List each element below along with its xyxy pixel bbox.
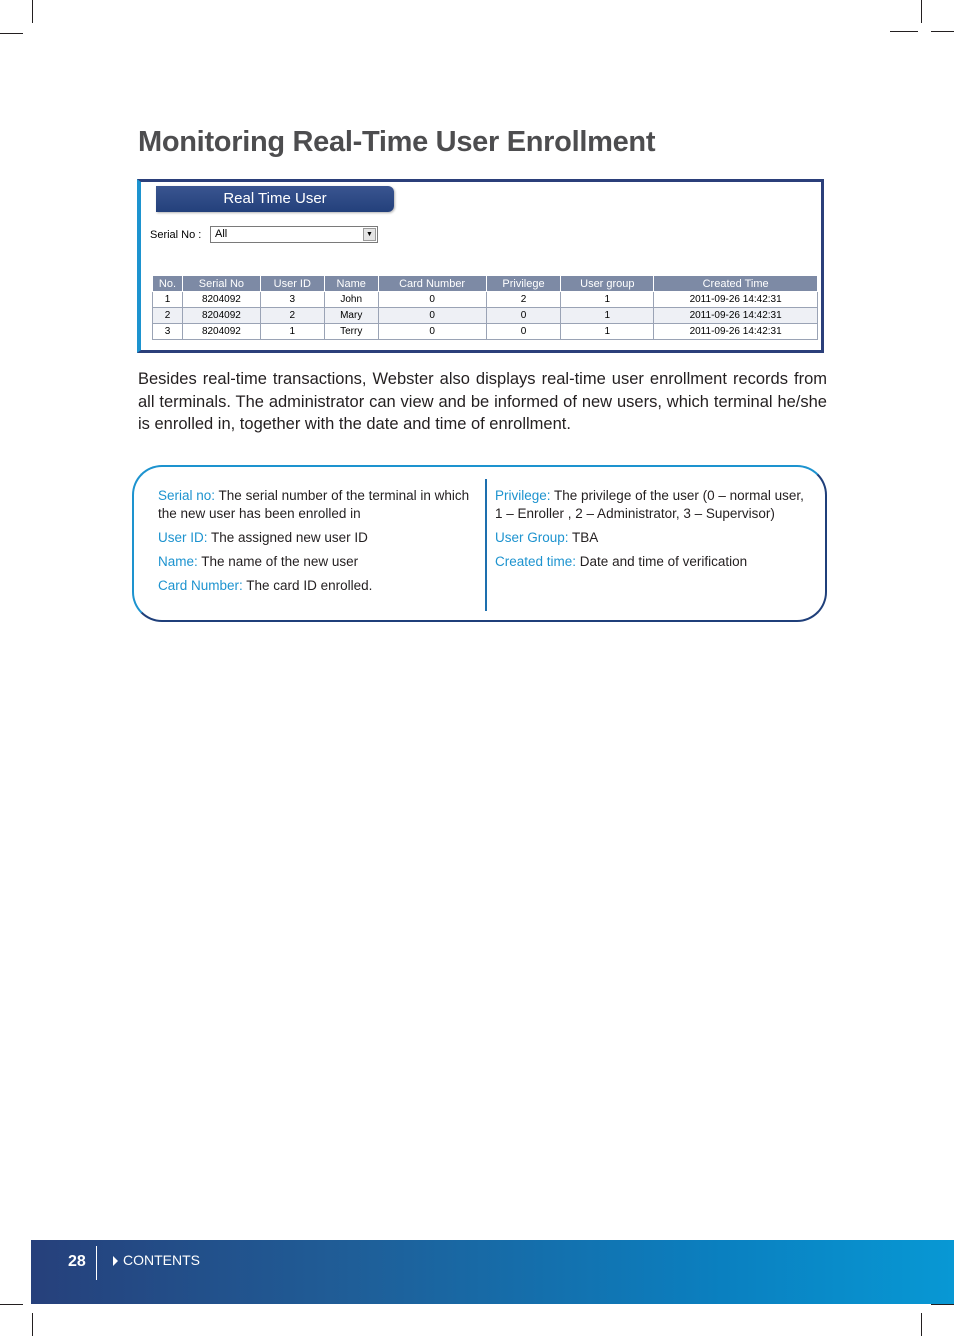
legend-item — [158, 487, 473, 523]
table-row[interactable] — [153, 292, 818, 308]
table-cell: 2011-09-26 14:42:31 — [654, 308, 818, 324]
description-paragraph: Besides real-time transactions, Webster also displays real-time user enrollment records from all terminals. The administrator can view and be informed of new users, which terminal he/she is enrolled in, together with the date and time of enrollment. — [138, 370, 827, 433]
table-cell: 0 — [378, 292, 486, 308]
legend-key: Created time: — [495, 554, 577, 569]
column-header[interactable]: No. — [153, 276, 183, 292]
legend-key: User ID: — [158, 530, 208, 545]
legend-key: User Group: — [495, 530, 569, 545]
legend-item — [158, 577, 473, 595]
column-header[interactable]: Created Time — [654, 276, 818, 292]
chevron-down-icon[interactable]: ▼ — [363, 228, 376, 241]
column-header[interactable]: User group — [561, 276, 654, 292]
page-number: 28 — [68, 1253, 86, 1270]
crop-mark — [32, 0, 33, 23]
legend-divider — [485, 479, 487, 611]
contents-link[interactable] — [113, 1252, 200, 1268]
table-cell: 0 — [486, 308, 561, 324]
legend-key: Privilege: — [495, 488, 551, 503]
table-cell: 1 — [561, 308, 654, 324]
crop-mark — [890, 31, 918, 32]
table-cell: 0 — [378, 308, 486, 324]
enrollment-table — [152, 275, 818, 340]
table-cell: 8204092 — [182, 324, 260, 340]
crop-mark — [921, 0, 922, 23]
table-cell: John — [324, 292, 378, 308]
column-header[interactable]: Card Number — [378, 276, 486, 292]
legend-text: Date and time of verification — [576, 554, 748, 569]
contents-label: CONTENTS — [123, 1252, 200, 1268]
legend-key: Serial no: — [158, 488, 216, 503]
table-cell: 8204092 — [182, 308, 260, 324]
legend-key: Card Number: — [158, 578, 243, 593]
table-cell: 2 — [486, 292, 561, 308]
page-title: Monitoring Real-Time User Enrollment — [138, 126, 656, 158]
legend-text: The card ID enrolled. — [242, 578, 373, 593]
crop-mark — [931, 31, 954, 32]
serial-no-value: All — [215, 228, 228, 240]
legend-text: The assigned new user ID — [207, 530, 368, 545]
legend-text: The privilege of the user (0 – normal user, 1 – Enroller , 2 – Administrator, 3 – Supervisor) — [495, 488, 804, 521]
table-cell: 2011-09-26 14:42:31 — [654, 324, 818, 340]
page-footer — [31, 1240, 954, 1304]
legend-left-column — [158, 487, 473, 601]
column-header[interactable]: Serial No — [182, 276, 260, 292]
table-cell: 2 — [153, 308, 183, 324]
table-cell: 8204092 — [182, 292, 260, 308]
table-cell: 1 — [153, 292, 183, 308]
legend-text: The serial number of the terminal in which the new user has been enrolled in — [158, 488, 470, 521]
table-row[interactable] — [153, 308, 818, 324]
table-header-row — [153, 276, 818, 292]
field-legend-box — [132, 465, 827, 622]
crop-mark — [931, 1304, 954, 1305]
legend-right-column — [495, 487, 810, 577]
legend-item — [495, 529, 810, 547]
column-header[interactable]: Name — [324, 276, 378, 292]
panel-tab-title: Real Time User — [156, 186, 394, 212]
serial-no-label: Serial No : — [150, 229, 202, 241]
crop-mark — [32, 1313, 33, 1336]
crop-mark — [921, 1313, 922, 1336]
triangle-right-icon — [113, 1256, 118, 1266]
table-cell: 3 — [260, 292, 324, 308]
legend-item — [158, 553, 473, 571]
table-cell: 0 — [486, 324, 561, 340]
table-cell: 1 — [561, 292, 654, 308]
table-cell: 3 — [153, 324, 183, 340]
table-cell: 0 — [378, 324, 486, 340]
legend-text: The name of the new user — [197, 554, 359, 569]
table-row[interactable] — [153, 324, 818, 340]
table-cell: Terry — [324, 324, 378, 340]
column-header[interactable]: Privilege — [486, 276, 561, 292]
footer-divider — [96, 1246, 97, 1280]
table-cell: 1 — [561, 324, 654, 340]
table-cell: Mary — [324, 308, 378, 324]
table-cell: 2 — [260, 308, 324, 324]
legend-item — [158, 529, 473, 547]
column-header[interactable]: User ID — [260, 276, 324, 292]
table-cell: 2011-09-26 14:42:31 — [654, 292, 818, 308]
real-time-user-screenshot — [137, 179, 824, 353]
crop-mark — [0, 33, 23, 34]
legend-item — [495, 553, 810, 571]
serial-no-select[interactable] — [210, 226, 378, 243]
legend-key: Name: — [158, 554, 198, 569]
table-cell: 1 — [260, 324, 324, 340]
legend-text: TBA — [568, 530, 599, 545]
legend-item — [495, 487, 810, 523]
crop-mark — [0, 1304, 23, 1305]
